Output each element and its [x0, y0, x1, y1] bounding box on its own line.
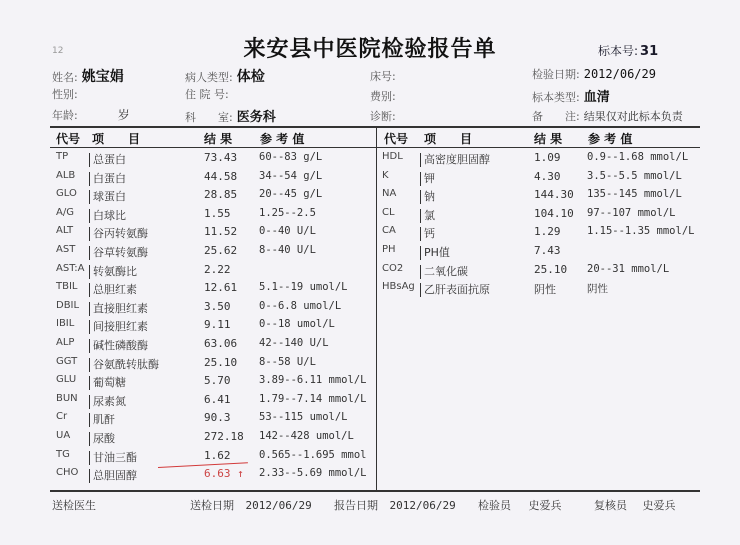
- specimen-type: [532, 86, 610, 105]
- right-header-code: 代号: [384, 132, 409, 146]
- diagnosis-label: 诊断:: [370, 110, 396, 123]
- patient-type: [185, 66, 265, 86]
- code-separator: [420, 265, 421, 279]
- test-result: 104.10: [534, 206, 574, 220]
- test-result: 28.85: [204, 188, 238, 202]
- test-reference: 97--107 mmol/L: [587, 206, 676, 219]
- result-row: [0, 170, 740, 188]
- test-name: 二氧化碳: [424, 264, 468, 278]
- specimen-type-value: 血清: [583, 90, 610, 105]
- test-reference: 3.5--5.5 mmol/L: [587, 169, 682, 182]
- test-name: 谷草转氨酶: [93, 246, 148, 259]
- right-header-result: 结 果: [534, 132, 563, 146]
- test-reference: 5.1--19 umol/L: [259, 281, 348, 294]
- bed-number-label: 床号:: [370, 70, 396, 83]
- test-code: GGT: [56, 355, 78, 367]
- department-label: 科 室:: [185, 111, 233, 124]
- test-result: 25.62: [204, 244, 238, 257]
- test-reference: 0--18 umol/L: [259, 318, 335, 331]
- test-result: 11.52: [204, 225, 238, 239]
- sample-number: [598, 42, 658, 59]
- test-code: K: [382, 169, 389, 181]
- test-code: BUN: [56, 392, 78, 404]
- test-name: 直接胆红素: [93, 301, 148, 315]
- test-result: 9.11: [204, 318, 231, 332]
- test-name: 谷氨酰转肽酶: [93, 357, 159, 371]
- test-code: ALP: [56, 337, 75, 348]
- sex-label: 性别:: [52, 88, 78, 101]
- test-reference: 53--115 umol/L: [259, 411, 348, 424]
- code-separator: [420, 172, 421, 186]
- test-code: PH: [382, 244, 396, 255]
- diagnosis: [370, 108, 396, 124]
- test-code: TP: [56, 151, 69, 162]
- test-name: 乙肝表面抗原: [424, 283, 490, 297]
- admission-number: [185, 86, 229, 102]
- test-reference: 142--428 umol/L: [259, 430, 354, 442]
- test-name: 甘油三酯: [93, 450, 137, 464]
- tester-label: 检验员: [478, 499, 511, 512]
- test-result: 90.3: [204, 411, 231, 425]
- test-code: DBIL: [56, 299, 80, 311]
- left-header-result: 结 果: [204, 132, 233, 146]
- department: [185, 106, 276, 125]
- result-row: [0, 263, 740, 281]
- sender-label: 送检医生: [52, 499, 96, 512]
- test-result: 3.50: [204, 299, 231, 313]
- test-result: 44.58: [204, 169, 238, 183]
- fee-type: [370, 88, 396, 104]
- test-date-value: 2012/06/29: [583, 67, 656, 81]
- code-separator: [420, 153, 421, 167]
- test-reference: 20--45 g/L: [259, 188, 323, 201]
- test-code: AST:A: [56, 262, 85, 274]
- sex: [52, 86, 78, 102]
- test-code: CHO: [56, 467, 79, 479]
- result-row: [0, 356, 740, 374]
- test-result: 63.06: [204, 337, 238, 350]
- age-unit: 岁: [117, 108, 130, 122]
- test-code: TG: [56, 448, 70, 460]
- test-reference: 阴性: [587, 283, 608, 296]
- result-row: [0, 300, 740, 318]
- code-separator: [420, 283, 421, 297]
- test-result: 12.61: [204, 281, 238, 295]
- code-separator: [89, 358, 90, 372]
- test-name: 总胆固醇: [93, 469, 137, 483]
- code-separator: [89, 451, 90, 465]
- test-name: 尿素氮: [93, 394, 126, 408]
- remark-value: 结果仅对此标本负责: [583, 110, 683, 123]
- test-reference: 0--40 U/L: [259, 225, 316, 238]
- test-reference: 34--54 g/L: [259, 169, 323, 182]
- test-result: 1.29: [534, 225, 561, 239]
- result-row: [0, 318, 740, 336]
- table-top-rule: [50, 126, 700, 128]
- code-separator: [89, 395, 90, 409]
- test-name: 钠: [424, 190, 435, 204]
- test-code: IBIL: [56, 318, 75, 330]
- test-name: 总胆红素: [93, 283, 137, 297]
- test-result: 73.43: [204, 151, 238, 164]
- report-title: 来安县中医院检验报告单: [243, 36, 497, 62]
- specimen-type-label: 标本类型:: [532, 91, 580, 104]
- test-reference: 135--145 mmol/L: [587, 188, 682, 201]
- test-code: AST: [56, 244, 76, 255]
- test-name: 钾: [424, 171, 435, 185]
- test-reference: 60--83 g/L: [259, 151, 323, 163]
- test-code: Cr: [56, 411, 68, 423]
- result-row: [0, 188, 740, 206]
- patient-name-value: 姚宝娟: [81, 69, 124, 85]
- test-reference: 1.15--1.35 mmol/L: [587, 225, 695, 238]
- code-separator: [420, 190, 421, 204]
- test-code: GLO: [56, 188, 77, 200]
- footer-tester: [478, 497, 562, 513]
- test-result: 4.30: [534, 169, 561, 183]
- bed-number: [370, 68, 396, 84]
- test-code: TBIL: [56, 281, 78, 293]
- test-result: 6.41: [204, 392, 231, 406]
- test-result: 阴性: [534, 283, 556, 297]
- footer-send-date: [190, 497, 312, 513]
- remark: [532, 108, 683, 124]
- admission-number-label: 住 院 号:: [185, 88, 229, 101]
- test-result: 5.70: [204, 374, 231, 388]
- send-date-label: 送检日期: [190, 499, 234, 512]
- test-result: 2.22: [204, 262, 231, 276]
- fee-type-label: 费别:: [370, 90, 396, 103]
- test-name: 总蛋白: [93, 153, 126, 166]
- sample-number-label: 标本号:: [598, 44, 639, 58]
- table-bottom-rule: [50, 490, 700, 492]
- test-reference: 0.565--1.695 mmol: [259, 448, 367, 461]
- result-row: [0, 225, 740, 243]
- test-code: GLU: [56, 374, 77, 386]
- test-name: 间接胆红素: [93, 320, 148, 334]
- age-label: 年龄:: [52, 109, 78, 122]
- test-name: 白蛋白: [93, 171, 126, 185]
- footer-report-date: [334, 497, 456, 513]
- test-code: HBsAg: [382, 281, 415, 293]
- test-code: CA: [382, 225, 396, 237]
- patient-name: [52, 66, 124, 86]
- remark-label: 备 注:: [532, 110, 580, 123]
- code-separator: [89, 469, 90, 483]
- code-separator: [89, 320, 90, 334]
- patient-name-label: 姓名:: [52, 71, 78, 84]
- test-reference: 0--6.8 umol/L: [259, 299, 342, 312]
- result-row: [0, 281, 740, 299]
- test-code: CO2: [382, 262, 404, 274]
- test-name: 转氨酶比: [93, 264, 137, 278]
- right-header-item: 项 目: [424, 132, 473, 146]
- left-header-code: 代号: [56, 132, 81, 146]
- test-reference: 42--140 U/L: [259, 337, 329, 349]
- result-row: [0, 207, 740, 225]
- result-row: [0, 430, 740, 448]
- department-value: 医务科: [236, 110, 276, 125]
- code-separator: [89, 339, 90, 353]
- test-name: PH值: [424, 246, 450, 259]
- code-separator: [420, 227, 421, 241]
- test-result: 6.63 ↑: [204, 467, 244, 481]
- code-separator: [89, 302, 90, 316]
- result-row: [0, 393, 740, 411]
- test-result: 25.10: [204, 355, 238, 369]
- test-date-label: 检验日期:: [532, 68, 580, 81]
- test-name: 尿酸: [93, 432, 115, 445]
- test-result: 144.30: [534, 188, 574, 202]
- code-separator: [89, 432, 90, 446]
- patient-type-label: 病人类型:: [185, 71, 233, 84]
- test-reference: 1.79--7.14 mmol/L: [259, 392, 367, 405]
- test-code: HDL: [382, 151, 403, 162]
- test-reference: 0.9--1.68 mmol/L: [587, 151, 689, 163]
- test-name: 碱性磷酸酶: [93, 339, 148, 352]
- report-date-value: 2012/06/29: [389, 499, 456, 512]
- sample-number-value: 31: [640, 44, 659, 59]
- test-name: 高密度胆固醇: [424, 153, 490, 166]
- test-reference: 2.33--5.69 mmol/L: [259, 467, 367, 480]
- test-result: 1.55: [204, 206, 231, 220]
- result-row: [0, 467, 740, 485]
- test-date: [532, 66, 656, 82]
- test-result: 25.10: [534, 262, 568, 276]
- footer-sender: [52, 497, 96, 513]
- code-separator: [420, 246, 421, 260]
- test-reference: 8--40 U/L: [259, 244, 316, 256]
- age: [52, 106, 130, 123]
- test-name: 钙: [424, 227, 435, 241]
- tester-value: 史爱兵: [528, 499, 562, 512]
- result-row: [0, 374, 740, 392]
- patient-type-value: 体检: [236, 69, 265, 85]
- reviewer-label: 复核员: [594, 499, 627, 512]
- code-separator: [420, 209, 421, 223]
- test-code: NA: [382, 188, 397, 200]
- left-header-item: 项 目: [92, 132, 141, 146]
- test-result: 7.43: [534, 244, 561, 257]
- test-name: 谷丙转氨酶: [93, 227, 148, 241]
- table-header-rule: [50, 147, 700, 148]
- test-name: 白球比: [93, 208, 126, 222]
- result-row: [0, 411, 740, 429]
- send-date-value: 2012/06/29: [245, 499, 312, 512]
- test-code: UA: [56, 430, 71, 441]
- test-code: CL: [382, 206, 395, 218]
- test-code: ALT: [56, 225, 74, 237]
- code-separator: [89, 413, 90, 427]
- result-row: [0, 244, 740, 262]
- result-row: [0, 337, 740, 355]
- code-separator: [89, 376, 90, 390]
- test-code: ALB: [56, 169, 76, 181]
- test-name: 葡萄糖: [93, 376, 126, 390]
- corner-mark: 12: [52, 46, 64, 56]
- test-reference: 3.89--6.11 mmol/L: [259, 374, 367, 387]
- reviewer-value: 史爱兵: [642, 499, 676, 512]
- test-result: 1.09: [534, 151, 561, 164]
- right-header-reference: 参 考 值: [588, 132, 633, 146]
- test-result: 1.62: [204, 448, 231, 462]
- test-name: 氯: [424, 208, 435, 222]
- footer-reviewer: [594, 497, 676, 513]
- test-reference: 8--58 U/L: [259, 355, 316, 368]
- test-reference: 1.25--2.5: [259, 206, 316, 219]
- result-row: [0, 449, 740, 467]
- test-name: 球蛋白: [93, 190, 126, 204]
- result-row: [0, 151, 740, 169]
- report-date-label: 报告日期: [334, 499, 378, 512]
- test-code: A/G: [56, 206, 74, 218]
- left-header-reference: 参 考 值: [260, 132, 305, 146]
- test-result: 272.18: [204, 430, 244, 443]
- test-name: 肌酐: [93, 413, 115, 427]
- test-reference: 20--31 mmol/L: [587, 262, 670, 275]
